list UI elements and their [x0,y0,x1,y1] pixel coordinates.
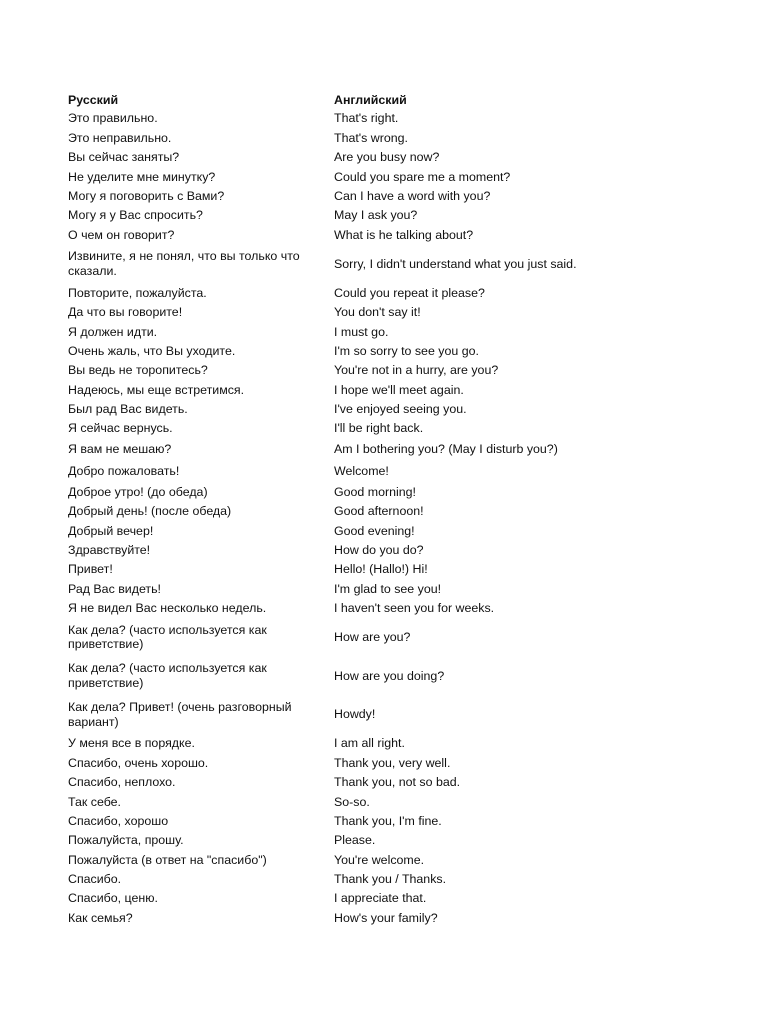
russian-phrase: Спасибо, ценю. [68,891,158,906]
russian-phrase: Пожалуйста, прошу. [68,833,184,848]
table-row [68,303,708,322]
english-phrase: Sorry, I didn't understand what you just said. [334,256,577,271]
russian-phrase: Я не видел Вас несколько недель. [68,601,267,616]
english-phrase: I'm so sorry to see you go. [334,343,479,358]
english-phrase: Hello! (Hallo!) Hi! [334,562,428,577]
english-phrase: You're welcome. [334,852,425,867]
russian-phrase: Как дела? Привет! (очень разговорный вариант) [68,700,292,729]
russian-phrase: Был рад Вас видеть. [68,402,188,417]
russian-phrase: Надеюсь, мы еще встретимся. [68,382,245,397]
table-row [68,773,708,792]
column-header-russian: Русский [68,93,119,108]
russian-phrase: Рад Вас видеть! [68,581,161,596]
table-row [68,380,708,399]
table-row [68,753,708,772]
table-header-row [68,92,708,109]
english-phrase: I am all right. [334,736,405,751]
russian-phrase: Вы сейчас заняты? [68,150,180,165]
table-row [68,361,708,380]
table-row [68,541,708,560]
russian-phrase: Повторите, пожалуйста. [68,285,207,300]
table-row [68,850,708,869]
english-phrase: How are you doing? [334,668,445,683]
russian-phrase: Добро пожаловать! [68,464,180,479]
table-row [68,870,708,889]
table-row [68,225,708,244]
english-phrase: Thank you, very well. [334,755,451,770]
russian-phrase: Привет! [68,562,113,577]
table-row [68,695,708,734]
table-row [68,109,708,128]
table-row [68,128,708,147]
english-phrase: You don't say it! [334,305,421,320]
english-phrase: Can I have a word with you? [334,188,491,203]
russian-phrase: Не уделите мне минутку? [68,169,216,184]
table-row [68,908,708,927]
russian-phrase: Как семья? [68,910,133,925]
table-row [68,889,708,908]
english-phrase: Could you spare me a moment? [334,169,511,184]
table-row [68,831,708,850]
english-phrase: Welcome! [334,464,389,479]
table-row [68,482,708,501]
english-phrase: How do you do? [334,543,424,558]
table-row [68,599,708,618]
english-phrase: I haven't seen you for weeks. [334,601,495,616]
russian-phrase: У меня все в порядке. [68,736,195,751]
russian-phrase: Как дела? (часто используется как приветствие) [68,661,267,691]
table-row [68,579,708,598]
table-row [68,734,708,753]
russian-phrase: Доброе утро! (до обеда) [68,484,208,499]
table-row [68,812,708,831]
table-row [68,560,708,579]
russian-phrase: Могу я поговорить с Вами? [68,188,225,203]
english-phrase: That's wrong. [334,130,408,145]
russian-phrase: Да что вы говорите! [68,305,183,320]
english-phrase: So-so. [334,794,370,809]
english-phrase: Thank you, not so bad. [334,775,461,790]
english-phrase: Good afternoon! [334,504,424,519]
english-phrase: I'll be right back. [334,421,424,436]
russian-phrase: Я сейчас вернусь. [68,421,173,436]
english-phrase: Thank you, I'm fine. [334,813,442,828]
table-row [68,618,708,657]
russian-phrase: Спасибо, очень хорошо. [68,755,209,770]
table-row [68,342,708,361]
table-row [68,657,708,696]
russian-phrase: Это неправильно. [68,130,172,145]
table-row [68,438,708,460]
russian-phrase: Как дела? (часто используется как приветствие) [68,622,267,652]
english-phrase: Am I bothering you? (May I disturb you?) [334,442,558,457]
english-phrase: I must go. [334,324,389,339]
english-phrase: What is he talking about? [334,227,474,242]
table-row [68,502,708,521]
table-row [68,521,708,540]
table-row [68,419,708,438]
english-phrase: I've enjoyed seeing you. [334,402,467,417]
table-row [68,322,708,341]
russian-phrase: Это правильно. [68,111,158,126]
phrase-table [68,92,708,928]
english-phrase: Thank you / Thanks. [334,872,447,887]
russian-phrase: Я вам не мешаю? [68,442,172,457]
english-phrase: You're not in a hurry, are you? [334,363,499,378]
english-phrase: Good evening! [334,523,415,538]
russian-phrase: Очень жаль, что Вы уходите. [68,343,236,358]
russian-phrase: Добрый вечер! [68,523,154,538]
table-row [68,460,708,482]
russian-phrase: Спасибо. [68,872,122,887]
table-row [68,187,708,206]
english-phrase: That's right. [334,111,399,126]
table-row [68,792,708,811]
english-phrase: Please. [334,833,376,848]
russian-phrase: Спасибо, хорошо [68,813,169,828]
english-phrase: How's your family? [334,910,438,925]
russian-phrase: Я должен идти. [68,324,158,339]
table-row [68,245,708,284]
russian-phrase: Пожалуйста (в ответ на "спасибо") [68,852,267,867]
table-row [68,167,708,186]
russian-phrase: Так себе. [68,794,122,809]
russian-phrase: Извините, я не понял, что вы только что сказали. [68,249,300,279]
phrase-rows [68,109,708,928]
russian-phrase: Могу я у Вас спросить? [68,208,203,223]
table-row [68,206,708,225]
russian-phrase: Здравствуйте! [68,543,151,558]
table-row [68,400,708,419]
english-phrase: Good morning! [334,484,416,499]
english-phrase: I'm glad to see you! [334,581,442,596]
table-row [68,283,708,302]
russian-phrase: Вы ведь не торопитесь? [68,363,208,378]
russian-phrase: Спасибо, неплохо. [68,775,176,790]
english-phrase: May I ask you? [334,208,418,223]
english-phrase: Are you busy now? [334,150,440,165]
english-phrase: Howdy! [334,707,376,722]
english-phrase: I hope we'll meet again. [334,382,464,397]
russian-phrase: О чем он говорит? [68,227,175,242]
russian-phrase: Добрый день! (после обеда) [68,504,232,519]
column-header-english: Английский [334,93,407,108]
english-phrase: Could you repeat it please? [334,285,485,300]
english-phrase: I appreciate that. [334,891,427,906]
english-phrase: How are you? [334,630,411,645]
table-row [68,148,708,167]
